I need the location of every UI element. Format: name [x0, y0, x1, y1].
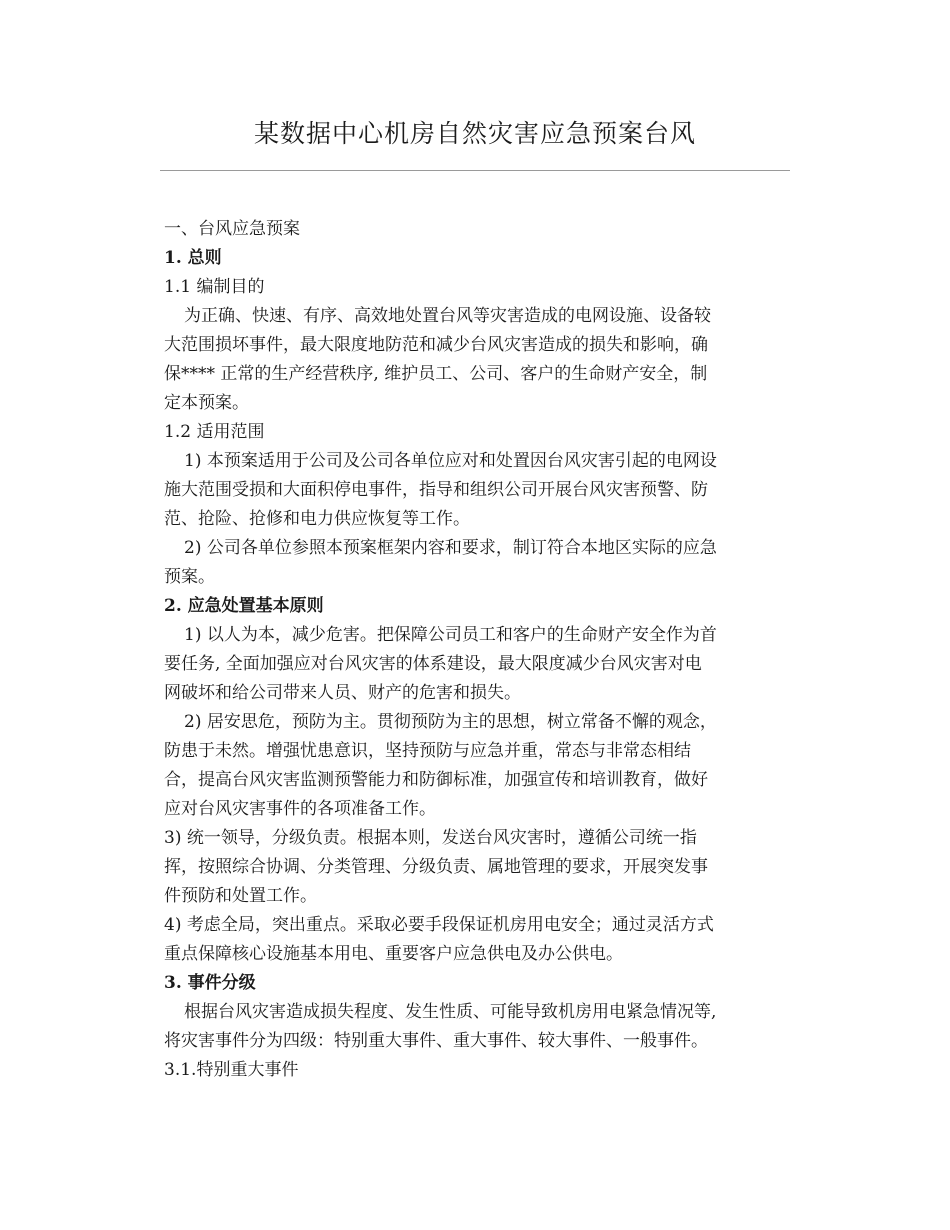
section-heading: 3. 事件分级 — [164, 973, 256, 993]
paragraph-line: 2) 公司各单位参照本预案框架内容和要求，制订符合本地区实际的应急 — [184, 538, 717, 558]
paragraph-line: 为正确、快速、有序、高效地处置台风等灾害造成的电网设施、设备较 — [184, 306, 711, 326]
paragraph-line: 合，提高台风灾害监测预警能力和防御标准，加强宣传和培训教育，做好 — [164, 770, 708, 790]
paragraph-line: 施大范围受损和大面积停电事件，指导和组织公司开展台风灾害预警、防 — [164, 480, 708, 500]
section-heading: 2. 应急处置基本原则 — [164, 596, 324, 616]
paragraph-line: 1) 以人为本，减少危害。把保障公司员工和客户的生命财产安全作为首 — [184, 625, 717, 645]
section-heading: 1. 总则 — [164, 248, 222, 268]
paragraph-line: 应对台风灾害事件的各项准备工作。 — [164, 799, 436, 819]
subsection-heading: 1.1 编制目的 — [164, 277, 265, 297]
paragraph-line: 2) 居安思危，预防为主。贯彻预防为主的思想，树立常备不懈的观念， — [184, 712, 717, 732]
paragraph-line: 大范围损坏事件，最大限度地防范和减少台风灾害造成的损失和影响，确 — [164, 335, 708, 355]
paragraph-line: 防患于未然。增强忧患意识，坚持预防与应急并重，常态与非常态相结 — [164, 741, 691, 761]
paragraph-line: 要任务, 全面加强应对台风灾害的体系建设，最大限度减少台风灾害对电 — [164, 654, 702, 674]
subsection-heading: 1.2 适用范围 — [164, 422, 265, 442]
document-title: 某数据中心机房自然灾害应急预案台风 — [253, 119, 696, 148]
paragraph-line: 3) 统一领导，分级负责。根据本则，发送台风灾害时，遵循公司统一指 — [164, 828, 697, 848]
section-heading: 一、台风应急预案 — [164, 219, 300, 239]
paragraph-line: 将灾害事件分为四级：特别重大事件、重大事件、较大事件、一般事件。 — [164, 1031, 708, 1051]
paragraph-line: 重点保障核心设施基本用电、重要客户应急供电及办公供电。 — [164, 944, 623, 964]
paragraph-line: 4) 考虑全局，突出重点。采取必要手段保证机房用电安全；通过灵活方式 — [164, 915, 714, 935]
paragraph-line: 预案。 — [164, 567, 215, 587]
document-body — [164, 215, 786, 1085]
subsection-heading: 3.1.特别重大事件 — [164, 1060, 299, 1080]
paragraph-line: 定本预案。 — [164, 393, 249, 413]
paragraph-line: 1) 本预案适用于公司及公司各单位应对和处置因台风灾害引起的电网设 — [184, 451, 717, 471]
paragraph-line: 范、抢险、抢修和电力供应恢复等工作。 — [164, 509, 470, 529]
paragraph-line: 挥，按照综合协调、分类管理、分级负责、属地管理的要求，开展突发事 — [164, 857, 708, 877]
title-divider — [160, 170, 790, 171]
paragraph-line: 保**** 正常的生产经营秩序, 维护员工、公司、客户的生命财产安全，制 — [164, 364, 708, 384]
paragraph-line: 根据台风灾害造成损失程度、发生性质、可能导致机房用电紧急情况等, — [184, 1002, 717, 1022]
paragraph-line: 网破坏和给公司带来人员、财产的危害和损失。 — [164, 683, 521, 703]
paragraph-line: 件预防和处置工作。 — [164, 886, 317, 906]
